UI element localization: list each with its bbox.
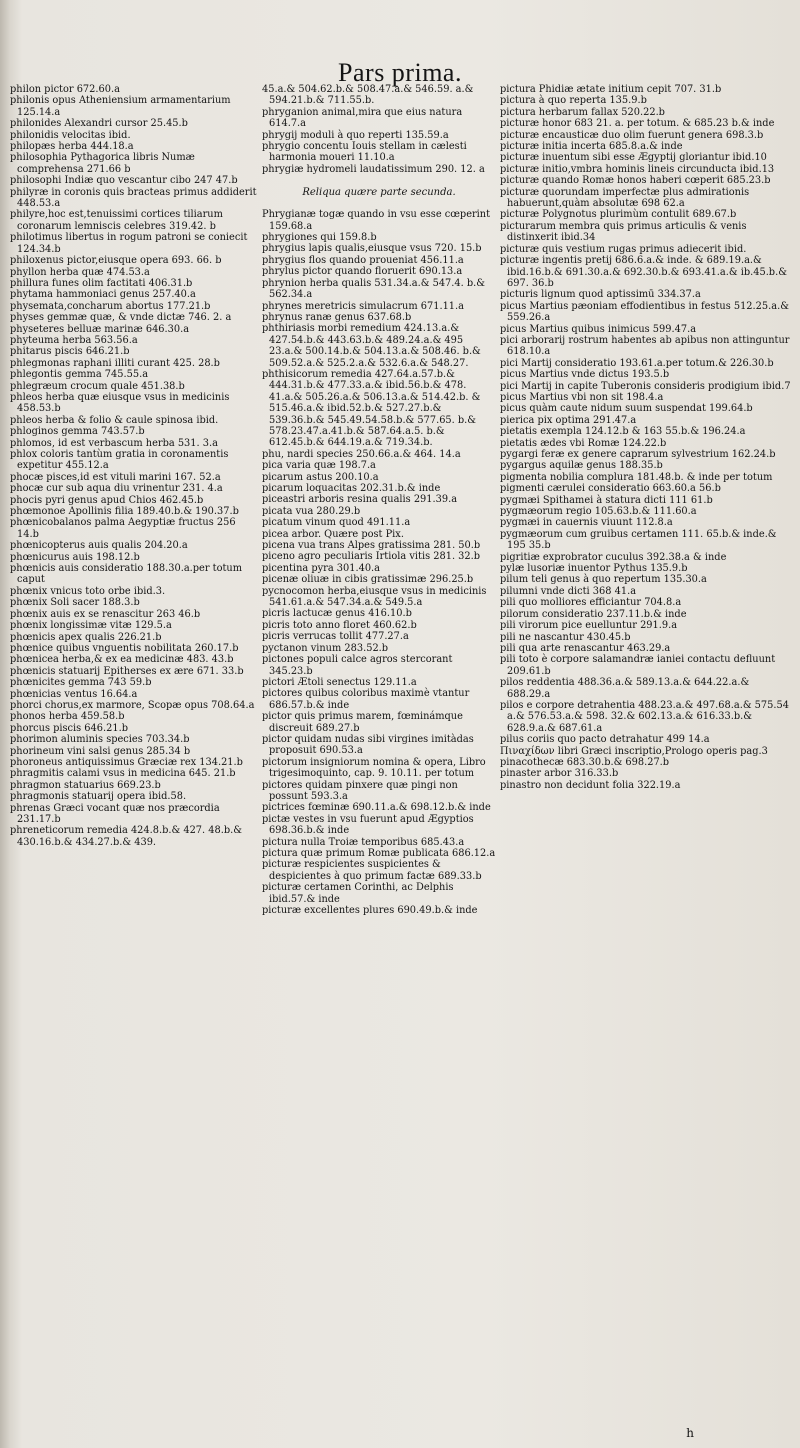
index-entry: picris verrucas tollit 477.27.a <box>262 631 409 643</box>
index-entry: phytama hammoniaci genus 257.40.a <box>10 289 196 301</box>
index-entry: philyre,hoc est,tenuissimi cortices tiliarum coronarum lemniscis celebres 319.42. b <box>10 209 223 232</box>
index-entry: pilumni vnde dicti 368 41.a <box>500 585 637 597</box>
index-entry: picturæ inuentum sibi esse Ægyptij gloriantur ibid.10 <box>500 152 767 164</box>
index-entry: pici arborarij rostrum habentes ab apibus non attinguntur 618.10.a <box>500 334 790 358</box>
index-entry: phorimon aluminis species 703.34.b <box>10 734 190 746</box>
index-entry: philon pictor 672.60.a <box>10 84 120 95</box>
index-entry: pinaster arbor 316.33.b <box>500 768 619 780</box>
index-entry: philosophi Indiæ quo vescantur cibo 247 47.b <box>10 175 238 187</box>
index-entry: pigmenti cærulei consideratio 663.60.a 56.b <box>500 483 721 495</box>
index-entry: picturæ certamen Corinthi, ac Delphis ibid.57.& inde <box>262 882 454 905</box>
index-entry: phocæ cur sub aqua diu vrinentur 231. 4.a <box>10 483 223 495</box>
index-entry: piceastri arboris resina qualis 291.39.a <box>262 494 458 506</box>
index-entry: phragmonis statuarij opera ibid.58. <box>10 791 187 803</box>
index-entry: phœmonoe Apollinis filia 189.40.b.& 190.37.b <box>10 506 239 518</box>
index-entry: picus quàm caute nidum suum suspendat 199.64.b <box>500 403 753 415</box>
index-entry: phlegræum crocum quale 451.38.b <box>10 380 185 392</box>
index-entry: pylæ lusoriæ inuentor Pythus 135.9.b <box>500 563 688 575</box>
index-entry: pilos reddentia 488.36.a.& 589.13.a.& 644.22.a.& 688.29.a <box>500 677 750 700</box>
index-entry: picarum astus 200.10.a <box>262 471 379 483</box>
index-entry: phonos herba 459.58.b <box>10 711 125 723</box>
index-entry: picturæ quando Romæ honos haberi cœperit 685.23.b <box>500 175 771 187</box>
index-entry: pictor quidam nudas sibi virgines imitàdas proposuit 690.53.a <box>262 733 474 757</box>
index-entry: philonidis velocitas ibid. <box>10 129 131 141</box>
index-column-2 <box>262 84 496 916</box>
index-entry: picris toto anno floret 460.62.b <box>262 619 417 631</box>
index-entry: pictor quis primus marem, fœminámque discreuit 689.27.b <box>262 711 463 734</box>
index-entry: philyræ in coronis quis bracteas primus addiderit 448.53.a <box>10 186 257 210</box>
index-entry: phrygiones qui 159.8.b <box>262 232 377 244</box>
index-entry: pygmæorum regio 105.63.b.& 111.60.a <box>500 506 697 518</box>
page-title: Pars prima. <box>338 58 462 87</box>
index-entry: phocæ pisces,id est vituli marini 167. 52.a <box>10 471 221 483</box>
index-entry: phrenas Græci vocant quæ nos præcordia 231.17.b <box>10 802 220 825</box>
index-entry: picturæ quorundam imperfectæ plus admirationis habuerunt,quàm absolutæ 698 62.a <box>500 186 750 210</box>
index-entry: phorineum vini salsi genus 285.34 b <box>10 745 191 757</box>
index-entry: picea arbor. Quære post Pix. <box>262 528 404 540</box>
index-entry: Πιναχίδων libri Græci inscriptio,Prologo operis pag.3 <box>500 745 768 757</box>
index-entry: philonides Alexandri cursor 25.45.b <box>10 118 188 130</box>
index-column-3 <box>500 84 792 791</box>
index-entry: picris lactucæ genus 416.10.b <box>262 608 412 620</box>
index-entry: pictori Ætoli senectus 129.11.a <box>262 676 417 688</box>
index-entry: pinacothecæ 683.30.b.& 698.27.b <box>500 756 670 768</box>
index-entry: pierica pix optima 291.47.a <box>500 414 637 426</box>
index-entry: phœnicopterus auis qualis 204.20.a <box>10 540 188 552</box>
index-entry: picus Martius vnde dictus 193.5.b <box>500 369 670 381</box>
index-entry: picatum vinum quod 491.11.a <box>262 517 411 529</box>
cross-reference-note: Reliqua quære parte secunda. <box>302 187 456 199</box>
index-entry: phyllon herba quæ 474.53.a <box>10 266 150 278</box>
index-entry: pinastro non decidunt folia 322.19.a <box>500 779 681 791</box>
index-entry: philosophia Pythagorica libris Numæ comprehensa 271.66 b <box>10 152 195 175</box>
index-entry: phœnix Soli sacer 188.3.b <box>10 597 140 609</box>
index-entry: phœnicites gemma 743 59.b <box>10 677 152 689</box>
index-entry: pygmæorum cum gruibus certamen 111. 65.b.& inde.& 195 35.b <box>500 528 777 552</box>
index-entry: phu, nardi species 250.66.a.& 464. 14.a <box>262 448 461 460</box>
index-entry: phrygius lapis qualis,eiusque vsus 720. 15.b <box>262 243 482 255</box>
index-entry: pictores quibus coloribus maximè vtantur 686.57.b.& inde <box>262 688 470 711</box>
index-entry: picturæ encausticæ duo olim fuerunt genera 698.3.b <box>500 129 764 141</box>
index-entry: picturæ ingentis pretij 686.6.a.& inde. & 689.19.a.& ibid.16.b.& 691.30.a.& 692.30.b.& 693.41.a.& ib.45.b.& 697. 36.b <box>500 255 787 289</box>
index-entry: philoxenus pictor,eiusque opera 693. 66. b <box>10 255 222 267</box>
index-entry: picena vua trans Alpes gratissima 281. 50.b <box>262 540 481 552</box>
index-entry: Phrygianæ togæ quando in vsu esse cœperint 159.68.a <box>262 209 491 232</box>
index-entry: pilos e corpore detrahentia 488.23.a.& 497.68.a.& 575.54 a.& 576.53.a.& 598. 32.& 602.13.a.& 616.33.b.& 628.9.a.& 687.61.a <box>500 699 789 734</box>
index-entry: pictæ vestes in vsu fuerunt apud Ægyptios 698.36.b.& inde <box>262 813 474 837</box>
index-entry: pictura Phidiæ ætate initium cepit 707. 31.b <box>500 84 722 95</box>
index-entry: phrynes meretricis simulacrum 671.11.a <box>262 300 464 312</box>
index-entry: phrygij moduli à quo reperti 135.59.a <box>262 129 449 141</box>
index-entry: phrynus ranæ genus 637.68.b <box>262 311 412 323</box>
index-column-1 <box>10 84 258 848</box>
index-entry: phœnicurus auis 198.12.b <box>10 551 140 563</box>
index-entry: philotimus libertus in rogum patroni se coniecit 124.34.b <box>10 232 248 255</box>
index-entry: phoroneus antiquissimus Græciæ rex 134.21.b <box>10 756 243 768</box>
index-entry: pictores quidam pinxere quæ pingi non possunt 593.3.a <box>262 779 458 802</box>
index-entry: pygmæi in cauernis viuunt 112.8.a <box>500 517 673 529</box>
index-entry: pili ne nascantur 430.45.b <box>500 631 631 643</box>
index-entry: phlegontis gemma 745.55.a <box>10 369 149 381</box>
index-entry: 45.a.& 504.62.b.& 508.47.a.& 546.59. a.& 594.21.b.& 711.55.b. <box>262 84 474 107</box>
index-entry: phocis pyri genus apud Chios 462.45.b <box>10 494 204 506</box>
index-entry: philonis opus Atheniensium armamentarium 125.14.a <box>10 95 231 118</box>
index-entry: pili quo molliores efficiantur 704.8.a <box>500 597 682 609</box>
index-entry: pictrices fœminæ 690.11.a.& 698.12.b.& inde <box>262 802 491 814</box>
index-entry: picarum loquacitas 202.31.b.& inde <box>262 483 441 494</box>
index-entry: phyteuma herba 563.56.a <box>10 334 138 346</box>
index-entry: picus Martius quibus inimicus 599.47.a <box>500 323 697 335</box>
index-entry: piceno agro peculiaris Irtiola vitis 281. 32.b <box>262 551 481 563</box>
index-entry: phorcus piscis 646.21.b <box>10 722 128 734</box>
index-entry: picturæ respicientes suspicientes & despicientes à quo primum factæ 689.33.b <box>262 859 482 882</box>
index-entry: phrygiæ hydromeli laudatissimum 290. 12. a <box>262 163 485 175</box>
index-entry: pilus coriis quo pacto detrahatur 499 14.a <box>500 734 710 746</box>
index-entry: picus Martius pæoniam effodientibus in festus 512.25.a.& 559.26.a <box>500 300 789 324</box>
index-entry: phrylus pictor quando floruerit 690.13.a <box>262 266 463 278</box>
index-entry: pietatis exempla 124.12.b & 163 55.b.& 196.24.a <box>500 426 746 438</box>
index-entry: phitarus piscis 646.21.b <box>10 346 130 358</box>
index-column-2-top <box>262 84 496 175</box>
index-entry: phœnicis statuarij Epitherses ex ære 671. 33.b <box>10 665 244 677</box>
index-entry: picata vua 280.29.b <box>262 505 361 517</box>
index-entry: pietatis ædes vbi Romæ 124.22.b <box>500 437 667 449</box>
index-entry: picturis lignum quod aptissimū 334.37.a <box>500 289 701 301</box>
index-entry: physeteres belluæ marinæ 646.30.a <box>10 323 190 335</box>
index-entry: pictorum insigniorum nomina & opera, Libro trigesimoquinto, cap. 9. 10.11. per totum <box>262 756 486 780</box>
index-entry: phœnicis auis consideratio 188.30.a.per totum caput <box>10 563 243 586</box>
index-entry: picturæ initia incerta 685.8.a.& inde <box>500 141 683 153</box>
signature-mark: h <box>686 1426 694 1440</box>
index-entry: picturæ initio,vmbra hominis lineis circunducta ibid.13 <box>500 163 775 175</box>
index-entry: phthisicorum remedia 427.64.a.57.b.& 444.31.b.& 477.33.a.& ibid.56.b.& 478. 41.a.& 505.26.a.& 506.13.a.& 514.42.b. & 515.46.a.& ibid.52.b.& 527.27.b.& 539.36.b.& 545.49.54.58.b.& 577.65. b.& 578.23.47.a.41.b.& 587.64.a.5. b.& 612.45.b.& 644.19.a.& 719.34.b. <box>262 368 481 449</box>
index-entry: pictura à quo reperta 135.9.b <box>500 95 647 107</box>
index-entry: phœnicobalanos palma Aegyptiæ fructus 256 14.b <box>10 517 236 540</box>
index-entry: pigritiæ exprobrator cuculus 392.38.a & inde <box>500 551 727 563</box>
index-entry: pili qua arte renascantur 463.29.a <box>500 642 671 654</box>
index-entry: pili virorum pice euelluntur 291.9.a <box>500 620 678 632</box>
index-entry: phragmitis calami vsus in medicina 645. 21.b <box>10 768 236 780</box>
index-entry: phœnicis apex qualis 226.21.b <box>10 631 162 643</box>
index-entry: phlomos, id est verbascum herba 531. 3.a <box>10 437 218 449</box>
index-entry: pygmæi Spithamei à statura dicti 111 61.b <box>500 494 713 506</box>
index-entry: pictura nulla Troiæ temporibus 685.43.a <box>262 836 465 848</box>
index-entry: pycnocomon herba,eiusque vsus in medicinis 541.61.a.& 547.34.a.& 549.5.a <box>262 585 487 609</box>
index-entry: pili toto è corpore salamandræ ianiei contactu defluunt 209.61.b <box>500 654 776 677</box>
index-entry: phœnix auis ex se renascitur 263 46.b <box>10 608 201 620</box>
index-entry: phrygius flos quando proueniat 456.11.a <box>262 254 464 266</box>
index-entry: picus Martius vbi non sit 198.4.a <box>500 391 664 403</box>
index-entry: picturæ Polygnotus plurimùm contulit 689.67.b <box>500 209 737 221</box>
index-entry: pictura quæ primum Romæ publicata 686.12.a <box>262 848 496 859</box>
index-entry: picturarum membra quis primus articulis & venis distinxerit ibid.34 <box>500 220 747 244</box>
index-entry: pici Martij consideratio 193.61.a.per totum.& 226.30.b <box>500 357 774 369</box>
index-entry: physes gemmæ quæ, & vnde dictæ 746. 2. a <box>10 312 232 324</box>
index-entry: phragmon statuarius 669.23.b <box>10 779 161 791</box>
index-entry: phrygio concentu Iouis stellam in cælesti harmonia moueri 11.10.a <box>262 141 467 164</box>
index-entry: phleos herba & folio & caule spinosa ibid. <box>10 414 219 426</box>
index-entry: pygargus aquilæ genus 188.35.b <box>500 460 663 472</box>
index-entry: phryganion animal,mira que eius natura 614.7.a <box>262 106 463 130</box>
index-entry: picturæ honor 683 21. a. per totum. & 685.23 b.& inde <box>500 118 775 130</box>
index-entry: phlegmonas raphani illiti curant 425. 28.b <box>10 357 220 369</box>
index-entry: phillura funes olim factitati 406.31.b <box>10 277 193 289</box>
index-entry: pilorum consideratio 237.11.b.& inde <box>500 608 687 620</box>
index-entry: phloginos gemma 743.57.b <box>10 426 145 438</box>
index-entry: pigmenta nobilia complura 181.48.b. & inde per totum <box>500 471 773 483</box>
index-entry: physemata,concharum abortus 177.21.b <box>10 300 211 312</box>
index-column-2-bottom <box>262 209 496 916</box>
index-entry: phorci chorus,ex marmore, Scopæ opus 708.64.a <box>10 699 255 711</box>
index-entry: pyctanon vinum 283.52.b <box>262 642 389 654</box>
index-entry: phœnix vnicus toto orbe ibid.3. <box>10 585 166 597</box>
index-entry: phleos herba quæ eiusque vsus in medicinis 458.53.b <box>10 391 230 415</box>
index-entry: pilum teli genus à quo repertum 135.30.a <box>500 574 707 586</box>
index-entry: pici Martij in capite Tuberonis consideris prodigium ibid.7 <box>500 380 791 392</box>
index-entry: pictura herbarum fallax 520.22.b <box>500 106 665 118</box>
index-entry: pica varia quæ 198.7.a <box>262 460 376 472</box>
index-entry: phœnice quibus vnguentis nobilitata 260.17.b <box>10 642 239 654</box>
index-entry: phœnix longissimæ vitæ 129.5.a <box>10 620 172 632</box>
index-entry: pictones populi calce agros stercorant 345.23.b <box>262 654 453 677</box>
index-entry: phreneticorum remedia 424.8.b.& 427. 48.b.& 430.16.b.& 434.27.b.& 439. <box>10 825 242 848</box>
index-entry: phthiriasis morbi remedium 424.13.a.& 427.54.b.& 443.63.b.& 489.24.a.& 495 23.a.& 500.14.b.& 504.13.a.& 508.46. b.& 509.52.a.& 525.2.a.& 532.6.a.& 548.27. <box>262 323 481 369</box>
index-entry: picturæ excellentes plures 690.49.b.& inde <box>262 905 478 917</box>
index-entry: phrynion herba qualis 531.34.a.& 547.4. b.& 562.34.a <box>262 277 485 301</box>
index-entry: picturæ quis vestium rugas primus adiecerit ibid. <box>500 243 747 255</box>
index-entry: philopæs herba 444.18.a <box>10 141 134 153</box>
index-entry: phœnicea herba,& ex ea medicinæ 483. 43.b <box>10 654 234 666</box>
index-entry: phœnicias ventus 16.64.a <box>10 688 138 700</box>
index-entry: pygargi feræ ex genere caprarum sylvestrium 162.24.b <box>500 449 776 460</box>
index-entry: picentina pyra 301.40.a <box>262 562 381 574</box>
index-entry: phlox coloris tantùm gratia in coronamentis expetitur 455.12.a <box>10 449 229 472</box>
index-entry: picenæ oliuæ in cibis gratissimæ 296.25.b <box>262 574 474 586</box>
